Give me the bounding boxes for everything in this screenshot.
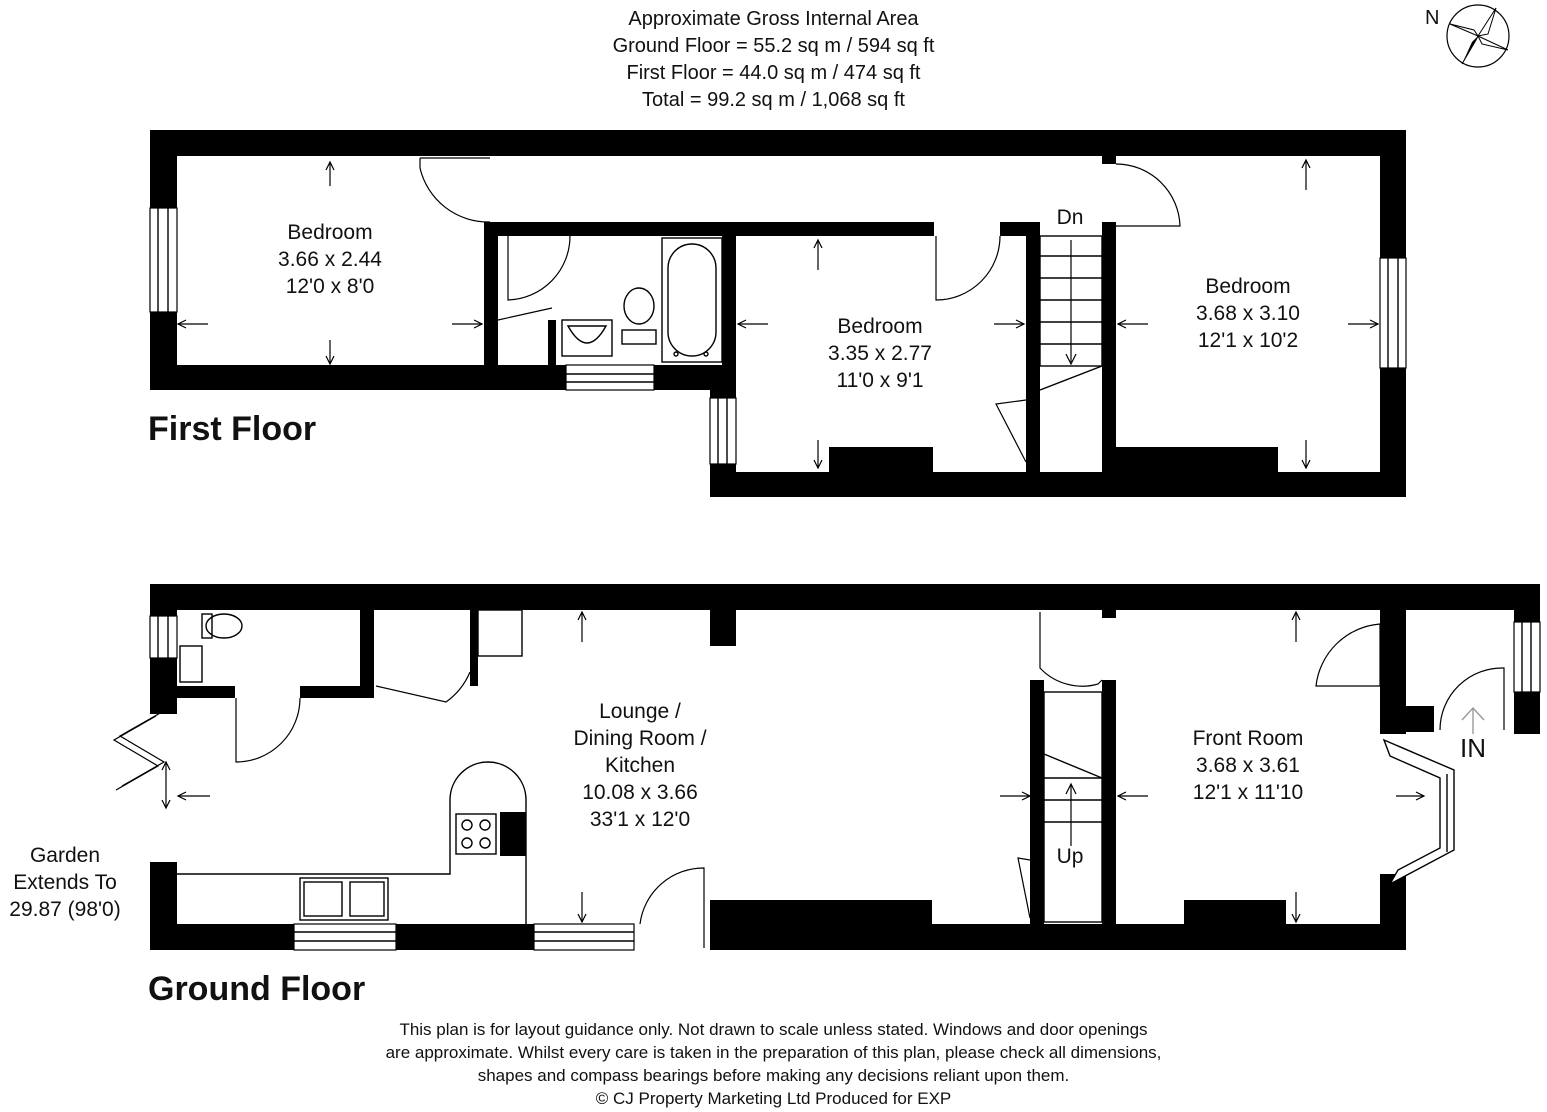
room-metric: 3.66 x 2.44 xyxy=(278,248,382,271)
ground-floor-area: Ground Floor = 55.2 sq m / 594 sq ft xyxy=(612,35,935,57)
garden-line: Garden xyxy=(29,844,101,867)
room-name: Front Room xyxy=(1192,727,1304,750)
garden-label xyxy=(0,842,130,923)
room-imperial: 11'0 x 9'1 xyxy=(836,369,924,392)
bedroom-2-label xyxy=(800,313,960,394)
first-floor-stairs xyxy=(1040,236,1102,390)
disclaimer-line: This plan is for layout guidance only. Not drawn to scale unless stated. Windows and door openings xyxy=(399,1020,1148,1039)
first-floor-title: First Floor xyxy=(148,410,317,448)
room-imperial: 12'1 x 10'2 xyxy=(1197,329,1299,352)
compass-label: N xyxy=(1425,7,1440,29)
bedroom-1-label xyxy=(250,219,410,300)
garden-line: Extends To xyxy=(13,871,117,894)
bathroom-fixtures xyxy=(562,238,722,362)
area-title: Approximate Gross Internal Area xyxy=(628,8,919,30)
ground-floor-windows xyxy=(150,616,1540,950)
room-imperial: 33'1 x 12'0 xyxy=(589,808,691,831)
first-floor-area: First Floor = 44.0 sq m / 474 sq ft xyxy=(626,62,921,84)
total-area: Total = 99.2 sq m / 1,068 sq ft xyxy=(642,89,905,111)
disclaimer-line: shapes and compass bearings before making any decisions reliant upon them. xyxy=(477,1066,1070,1085)
disclaimer xyxy=(0,1018,1547,1110)
room-name: Bedroom xyxy=(287,221,373,244)
entry-label: IN xyxy=(1460,733,1486,763)
room-name: Bedroom xyxy=(1205,275,1291,298)
room-imperial: 12'1 x 11'10 xyxy=(1192,781,1304,804)
stairs-up-label: Up xyxy=(1056,845,1084,868)
disclaimer-line: are approximate. Whilst every care is taken in the preparation of this plan, please check all dimensions, xyxy=(385,1043,1162,1062)
room-name: Dining Room / xyxy=(573,727,707,750)
room-imperial: 12'0 x 8'0 xyxy=(285,275,375,298)
ground-floor-title: Ground Floor xyxy=(148,970,366,1008)
ground-floor-stairs xyxy=(1044,692,1102,922)
copyright: © CJ Property Marketing Ltd Produced for EXP xyxy=(595,1089,952,1108)
stairs-down-label: Dn xyxy=(1056,206,1084,229)
garden-line: 29.87 (98'0) xyxy=(9,898,121,921)
room-name: Lounge / xyxy=(599,700,681,723)
room-metric: 3.68 x 3.10 xyxy=(1196,302,1300,325)
lounge-label xyxy=(550,698,730,833)
bedroom-3-label xyxy=(1168,273,1328,354)
room-metric: 3.35 x 2.77 xyxy=(828,342,932,365)
front-room-label xyxy=(1168,725,1328,806)
ground-floor-walls xyxy=(150,584,1540,950)
room-metric: 10.08 x 3.66 xyxy=(582,781,698,804)
entry-arrow-icon xyxy=(1462,708,1484,734)
room-metric: 3.68 x 3.61 xyxy=(1196,754,1300,777)
room-name: Kitchen xyxy=(604,754,676,777)
room-name: Bedroom xyxy=(837,315,923,338)
